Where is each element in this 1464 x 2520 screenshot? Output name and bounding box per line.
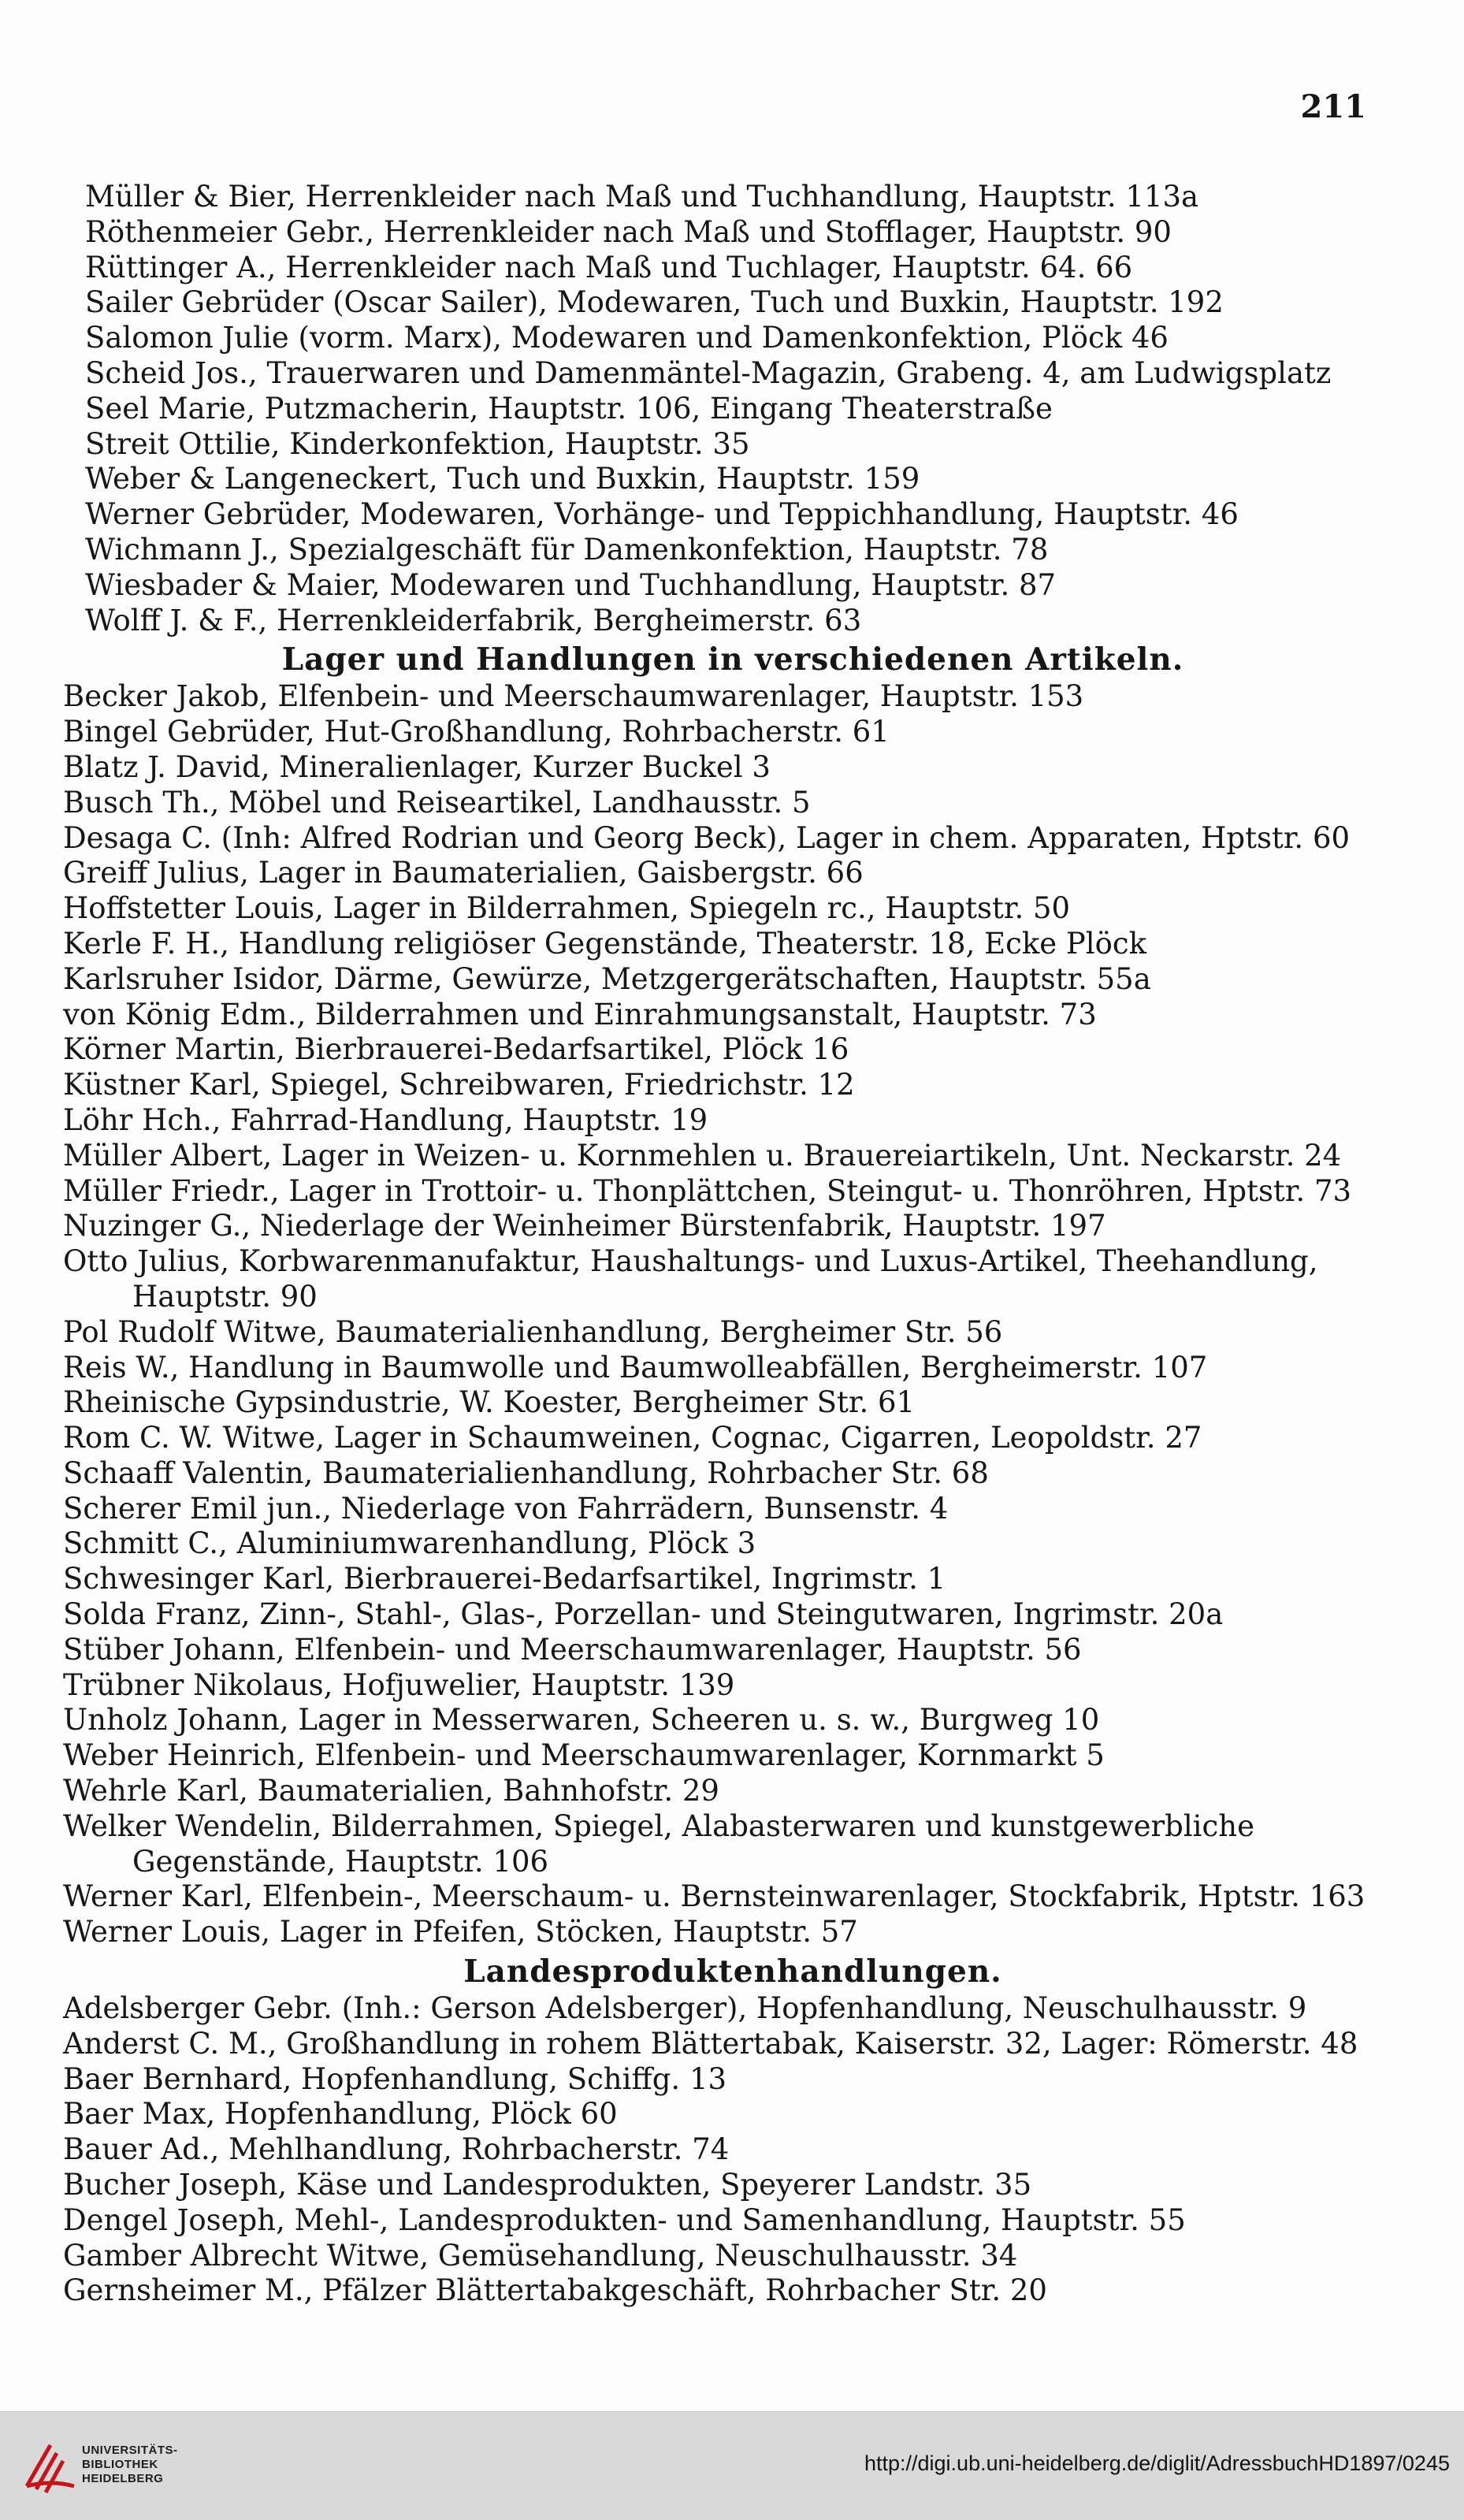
directory-entry: Scherer Emil jun., Niederlage von Fahrrädern, Bunsenstr. 4 <box>63 1491 949 1526</box>
directory-entry: Busch Th., Möbel und Reiseartikel, Landhausstr. 5 <box>63 785 811 820</box>
directory-entry: Stüber Johann, Elfenbein- und Meerschaumwarenlager, Hauptstr. 56 <box>63 1632 1082 1667</box>
directory-entry: Werner Louis, Lager in Pfeifen, Stöcken, Hauptstr. 57 <box>63 1915 858 1949</box>
directory-entry: Weber Heinrich, Elfenbein- und Meerschaumwarenlager, Kornmarkt 5 <box>63 1738 1105 1773</box>
directory-entry: Wichmann J., Spezialgeschäft für Damenkonfektion, Hauptstr. 78 <box>85 532 1049 567</box>
directory-entry: Röthenmeier Gebr., Herrenkleider nach Maß und Stofflager, Hauptstr. 90 <box>85 214 1172 249</box>
directory-entry: von König Edm., Bilderrahmen und Einrahmungsanstalt, Hauptstr. 73 <box>63 997 1097 1031</box>
directory-entry: Küstner Karl, Spiegel, Schreibwaren, Friedrichstr. 12 <box>63 1068 855 1102</box>
directory-entry: Löhr Hch., Fahrrad-Handlung, Hauptstr. 19 <box>63 1102 708 1137</box>
directory-entry: Sailer Gebrüder (Oscar Sailer), Modewaren, Tuch und Buxkin, Hauptstr. 192 <box>85 285 1224 320</box>
directory-entry: Schmitt C., Aluminiumwarenhandlung, Plöck 3 <box>63 1526 756 1561</box>
directory-entry: Karlsruher Isidor, Därme, Gewürze, Metzgergerätschaften, Hauptstr. 55a <box>63 961 1151 996</box>
section-clothing-entries <box>63 180 1403 638</box>
section-misc-goods-entries <box>63 679 1403 1950</box>
directory-entry: Körner Martin, Bierbrauerei-Bedarfsartikel, Plöck 16 <box>63 1032 849 1067</box>
directory-entry: Dengel Joseph, Mehl-, Landesprodukten- und Samenhandlung, Hauptstr. 55 <box>63 2202 1186 2237</box>
directory-entry: Gamber Albrecht Witwe, Gemüsehandlung, Neuschulhausstr. 34 <box>63 2238 1018 2273</box>
directory-entry: Müller & Bier, Herrenkleider nach Maß und Tuchhandlung, Hauptstr. 113a <box>85 180 1199 214</box>
directory-entry: Streit Ottilie, Kinderkonfektion, Hauptstr. 35 <box>85 426 750 461</box>
directory-entry: Schwesinger Karl, Bierbrauerei-Bedarfsartikel, Ingrimstr. 1 <box>63 1562 946 1596</box>
directory-entry: Seel Marie, Putzmacherin, Hauptstr. 106, Eingang Theaterstraße <box>85 391 1053 426</box>
directory-entry: Rom C. W. Witwe, Lager in Schaumweinen, Cognac, Cigarren, Leopoldstr. 27 <box>63 1421 1202 1455</box>
directory-entry: Trübner Nikolaus, Hofjuwelier, Hauptstr. 139 <box>63 1667 735 1702</box>
directory-entry: Anderst C. M., Großhandlung in rohem Blättertabak, Kaiserstr. 32, Lager: Römerstr. 48 <box>63 2026 1358 2061</box>
directory-text <box>63 180 1403 2309</box>
directory-entry: Weber & Langeneckert, Tuch und Buxkin, Hauptstr. 159 <box>85 462 920 496</box>
directory-entry: Werner Gebrüder, Modewaren, Vorhänge- und Teppichhandlung, Hauptstr. 46 <box>85 497 1239 532</box>
directory-entry: Wiesbader & Maier, Modewaren und Tuchhandlung, Hauptstr. 87 <box>85 567 1057 602</box>
directory-entry: Hoffstetter Louis, Lager in Bilderrahmen, Spiegeln rc., Hauptstr. 50 <box>63 891 1071 926</box>
directory-entry: Baer Max, Hopfenhandlung, Plöck 60 <box>63 2097 618 2132</box>
page-number: 211 <box>1300 88 1366 125</box>
footer-bar <box>0 2411 1464 2520</box>
directory-entry: Salomon Julie (vorm. Marx), Modewaren und Damenkonfektion, Plöck 46 <box>85 321 1169 355</box>
directory-entry: Reis W., Handlung in Baumwolle und Baumwolleabfällen, Bergheimerstr. 107 <box>63 1350 1208 1385</box>
directory-entry: Welker Wendelin, Bilderrahmen, Spiegel, Alabasterwaren und kunstgewerbliche Gegenstände, Hauptstr. 106 <box>63 1808 1254 1879</box>
directory-entry: Rheinische Gypsindustrie, W. Koester, Bergheimer Str. 61 <box>63 1385 916 1420</box>
directory-entry: Unholz Johann, Lager in Messerwaren, Scheeren u. s. w., Burgweg 10 <box>63 1703 1100 1738</box>
directory-entry: Kerle F. H., Handlung religiöser Gegenstände, Theaterstr. 18, Ecke Plöck <box>63 926 1147 961</box>
source-url[interactable]: http://digi.ub.uni-heidelberg.de/diglit/AdressbuchHD1897/0245 <box>864 2451 1450 2475</box>
directory-entry: Solda Franz, Zinn-, Stahl-, Glas-, Porzellan- und Steingutwaren, Ingrimstr. 20a <box>63 1597 1224 1632</box>
directory-entry: Gernsheimer M., Pfälzer Blättertabakgeschäft, Rohrbacher Str. 20 <box>63 2273 1047 2308</box>
directory-entry: Müller Albert, Lager in Weizen- u. Kornmehlen u. Brauereiartikeln, Unt. Neckarstr. 24 <box>63 1138 1342 1173</box>
section-heading-produce: Landesproduktenhandlungen. <box>463 1953 1002 1990</box>
directory-entry: Rüttinger A., Herrenkleider nach Maß und Tuchlager, Hauptstr. 64. 66 <box>85 250 1133 284</box>
logo-text: UNIVERSITÄTS- BIBLIOTHEK HEIDELBERG <box>82 2444 178 2485</box>
directory-entry: Scheid Jos., Trauerwaren und Damenmäntel-Magazin, Grabeng. 4, am Ludwigsplatz <box>85 355 1332 390</box>
section-produce-entries <box>63 1991 1403 2309</box>
directory-entry: Pol Rudolf Witwe, Baumaterialienhandlung, Bergheimer Str. 56 <box>63 1314 1003 1349</box>
section-heading-misc-goods: Lager und Handlungen in verschiedenen Artikeln. <box>281 641 1184 678</box>
directory-entry: Bucher Joseph, Käse und Landesprodukten, Speyerer Landstr. 35 <box>63 2168 1032 2202</box>
directory-entry: Bingel Gebrüder, Hut-Großhandlung, Rohrbacherstr. 61 <box>63 715 890 749</box>
directory-entry: Bauer Ad., Mehlhandlung, Rohrbacherstr. 74 <box>63 2132 730 2167</box>
directory-entry: Desaga C. (Inh: Alfred Rodrian und Georg Beck), Lager in chem. Apparaten, Hptstr. 60 <box>63 820 1351 855</box>
directory-entry: Wehrle Karl, Baumaterialien, Bahnhofstr. 29 <box>63 1774 719 1808</box>
directory-entry: Schaaff Valentin, Baumaterialienhandlung, Rohrbacher Str. 68 <box>63 1455 989 1490</box>
directory-entry: Becker Jakob, Elfenbein- und Meerschaumwarenlager, Hauptstr. 153 <box>63 679 1084 714</box>
directory-entry: Wolff J. & F., Herrenkleiderfabrik, Bergheimerstr. 63 <box>85 603 862 637</box>
directory-entry: Otto Julius, Korbwarenmanufaktur, Haushaltungs- und Luxus-Artikel, Theehandlung, Hauptstr. 90 <box>63 1244 1318 1314</box>
directory-entry: Müller Friedr., Lager in Trottoir- u. Thonplättchen, Steingut- u. Thonröhren, Hptstr. 73 <box>63 1173 1352 1208</box>
directory-entry: Nuzinger G., Niederlage der Weinheimer Bürstenfabrik, Hauptstr. 197 <box>63 1209 1106 1243</box>
directory-entry: Blatz J. David, Mineralienlager, Kurzer Buckel 3 <box>63 749 771 784</box>
directory-entry: Adelsberger Gebr. (Inh.: Gerson Adelsberger), Hopfenhandlung, Neuschulhausstr. 9 <box>63 1991 1307 2026</box>
university-library-logo-icon <box>19 2431 87 2499</box>
directory-entry: Werner Karl, Elfenbein-, Meerschaum- u. Bernsteinwarenlager, Stockfabrik, Hptstr. 163 <box>63 1879 1366 1914</box>
directory-entry: Greiff Julius, Lager in Baumaterialien, Gaisbergstr. 66 <box>63 856 864 890</box>
directory-entry: Baer Bernhard, Hopfenhandlung, Schiffg. 13 <box>63 2061 727 2096</box>
